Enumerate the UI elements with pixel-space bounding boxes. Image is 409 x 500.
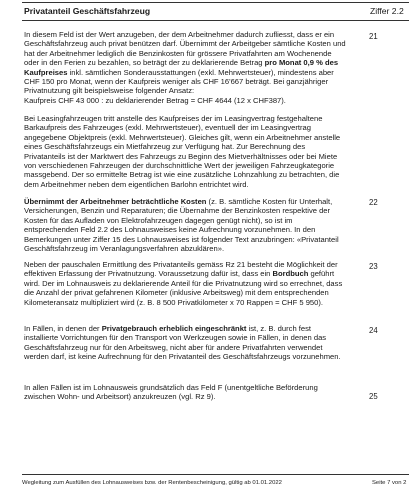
paragraph-21 [24,30,346,105]
margin-number-24: 24 [369,326,378,335]
paragraph-text: Neben der pauschalen Ermittlung des Privatanteils gemäss Rz 21 besteht die Möglichkeit der effektiven Erfassung der Privatnutzung. Voraussetzung dafür ist, dass ein [24,260,338,279]
header-rule [22,20,409,21]
paragraph-text: geführt wird. Der im Lohnausweis zu deklarierende Anteil für die Privatnutzung wird so errechnet, dass die Anzahl der privat gefahrenen Kilometer (inklusive Arbeitsweg) mit dem entsprechenden Kilometeransatz multipliziert wird (z. B. 8 500 Privatkilometer x 70 Rappen = CHF 5 950). [24,269,343,307]
margin-number-23: 23 [369,262,378,271]
example-line: Kaufpreis CHF 43 000 : zu deklarierender Betrag = CHF 4644 (12 x CHF387). [24,95,286,105]
footer-document-title: Wegleitung zum Ausfüllen des Lohnausweises bzw. der Rentenbescheinigung, gültig ab 01.01.2022 [22,480,282,486]
paragraph-text: In Fällen, in denen der [24,324,102,333]
paragraph-text: In diesem Feld ist der Wert anzugeben, der dem Arbeitnehmer dadurch zufliesst, dass er ein Geschäftsfahrzeug auch privat benützen darf. Übernimmt der Arbeitgeber sämtliche Kosten und hat der Arbeitnehmer lediglich die Benzinkosten für grössere Privatfahrten am Wochenende oder in den Ferien zu bezahlen, so beträgt der zu deklarierende Betrag [24,30,346,68]
paragraph-text: Bei Leasingfahrzeugen tritt anstelle des Kaufpreises der im Leasingvertrag festgehaltene Barkaufpreis des Fahrzeuges (exkl. Mehrwertsteuer), eventuell der im Leasingvertrag angegebene Objektpreis (exkl. Mehrwertsteuer). Gleiches gilt, wenn ein Arbeitnehmer anstelle eines Geschäftsfahrzeugs ein Mietfahrzeug zur Verfügung hat. Zur Berechnung des Privatanteils ist der Marktwert des Fahrzeugs zu Beginn des Mietverhältnisses oder bei Miete von verschiedenen Fahrzeugen der durchschnittliche Wert der jeweiligen Fahrzeugkategorie massgebend. Der so ermittelte Betrag ist wie eine zusätzliche Lohnzahlung zu betrachten, die dem Arbeitnehmer neben dem eigentlichen Barlohn entrichtet wird. [24,114,341,189]
section-reference: Ziffer 2.2 [370,6,404,16]
paragraph-text: (z. B. sämtliche Kosten für Unterhalt, Versicherungen, Benzin und Reparaturen; die Übernahme der Benzinkosten respektive der Kosten für das Aufladen von Elektrofahrzeugen dagegen genügt nicht), so ist im entsprechenden Feld 2.2 des Lohnausweises keine Aufrechnung vorzunehmen. In den Bemerkungen unter Ziffer 15 des Lohnausweises ist folgender Text anzubringen: «Privatanteil Geschäftsfahrzeug im Veranlagungsverfahren abzuklären». [24,197,339,254]
margin-number-22: 22 [369,198,378,207]
footer-page-number: Seite 7 von 2 [372,480,407,486]
paragraph-text: In allen Fällen ist im Lohnausweis grundsätzlich das Feld F (unentgeltliche Beförderung zwischen Wohn- und Arbeitsort) anzukreuzen (vgl. Rz 9). [24,383,318,402]
bold-phrase: pro Monat 0,9 % des Kaufpreises [24,58,339,77]
paragraph-23 [24,260,346,307]
bold-phrase: Privatgebrauch erheblich eingeschränkt [101,324,247,333]
margin-number-21: 21 [369,32,378,41]
bold-phrase: Übernimmt der Arbeitnehmer beträchtliche Kosten [24,197,207,206]
paragraph-leasing [24,114,346,189]
margin-number-25: 25 [369,392,378,401]
section-title: Privatanteil Geschäftsfahrzeug [24,6,151,16]
footer-rule [22,474,409,475]
paragraph-22 [24,197,346,253]
paragraph-text: ist, z. B. durch fest installierte Vorrichtungen für den Transport von Werkzeugen sowie in Fällen, in denen das Geschäftsfahrzeug nur für den Arbeitsweg, nicht aber für andere Privatfahrten verwendet werden darf, ist keine Aufrechnung für den Privatanteil des Geschäftsfahrzeugs vorzunehmen. [24,324,341,362]
paragraph-25 [24,383,346,402]
bold-phrase: Bordbuch [272,269,309,279]
paragraph-text: inkl. sämtlichen Sonderausstattungen (exkl. Mehrwertsteuer), mindestens aber CHF 150 pro Monat, wenn der Kaufpreis weniger als CHF 16'667 beträgt. Bei ganzjähriger Privatnutzung gilt beispielsweise folgender Ansatz: [24,67,334,96]
paragraph-24 [24,324,346,362]
top-rule [22,2,409,3]
